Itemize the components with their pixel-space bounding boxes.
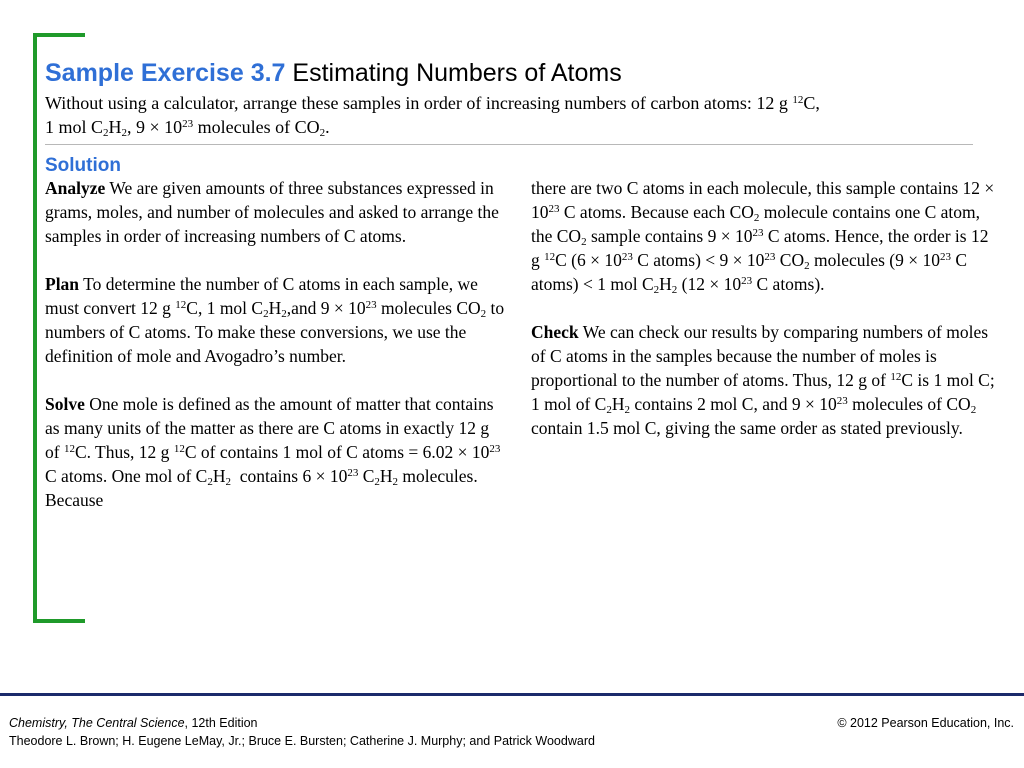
footer-authors: Theodore L. Brown; H. Eugene LeMay, Jr.; Bruce E. Bursten; Catherine J. Murphy; and Patrick Woodward (9, 734, 595, 748)
divider (45, 144, 973, 145)
solve-text: CO (775, 250, 805, 270)
subscript: 2 (653, 284, 660, 296)
plan-label: Plan (45, 274, 80, 294)
exercise-number: Sample Exercise 3.7 (45, 59, 286, 87)
subscript: 2 (121, 127, 128, 139)
footer-citation (9, 714, 595, 750)
superscript: 23 (182, 118, 194, 130)
solve-text: molecule contains one C atom, the CO (531, 202, 981, 246)
solve-text: C (358, 466, 375, 486)
solve-text: H (379, 466, 393, 486)
superscript: 12 (63, 443, 75, 455)
plan-text: H (268, 298, 282, 318)
subscript: 2 (480, 308, 487, 320)
plan-text: C, 1 mol C (186, 298, 264, 318)
solve-text: C of contains 1 mol of C atoms = 6.02 × 10 (184, 442, 490, 462)
subscript: 2 (581, 236, 587, 248)
superscript: 23 (365, 299, 377, 311)
superscript: 23 (489, 443, 501, 455)
superscript: 23 (741, 275, 753, 287)
question-text: , 9 × 10 (127, 117, 183, 137)
subscript: 2 (671, 284, 678, 296)
solve-text: sample contains 9 × 10 (586, 226, 753, 246)
subscript: 2 (804, 260, 810, 272)
subscript: 2 (281, 308, 287, 320)
superscript: 23 (764, 251, 776, 263)
subscript: 2 (624, 404, 630, 416)
subscript: 2 (606, 404, 612, 416)
plan-text: ,and 9 × 10 (286, 298, 366, 318)
solve-continued-paragraph (531, 176, 996, 296)
solve-text: C (6 × 10 (555, 250, 622, 270)
superscript: 23 (836, 395, 848, 407)
solve-text: C atoms. Hence, the order is 12 g (531, 226, 989, 270)
question-text: . (325, 117, 330, 137)
superscript: 23 (548, 203, 560, 215)
check-label: Check (531, 322, 579, 342)
subscript: 2 (319, 127, 326, 139)
superscript: 23 (940, 251, 952, 263)
subscript: 2 (753, 212, 760, 224)
check-text: contains 2 mol C, and 9 × 10 (630, 394, 837, 414)
solve-text: there are two C atoms in each molecule, this sample contains 12 × 10 (531, 178, 995, 222)
solve-paragraph (45, 392, 505, 512)
plan-text: molecules CO (376, 298, 481, 318)
solve-text: C atoms. One mol of C (45, 466, 208, 486)
book-title: Chemistry, The Central Science (9, 716, 185, 730)
solve-text: contains 6 × 10 (231, 466, 348, 486)
analyze-text: We are given amounts of three substances expressed in grams, moles, and number of molecules and asked to arrange the samples in order of increasing numbers of C atoms. (45, 178, 499, 246)
solve-text: H (659, 274, 672, 294)
superscript: 12 (544, 251, 556, 263)
subscript: 2 (207, 476, 213, 488)
solution-heading: Solution (45, 155, 121, 176)
plan-paragraph (45, 272, 505, 368)
analyze-label: Analyze (45, 178, 106, 198)
footer-book-line (9, 714, 595, 732)
check-text: H (611, 394, 625, 414)
superscript: 12 (792, 94, 804, 106)
subscript: 2 (392, 476, 399, 488)
solve-text: molecules (9 × 10 (809, 250, 941, 270)
exercise-question (45, 91, 945, 139)
superscript: 12 (173, 443, 185, 455)
analyze-paragraph (45, 176, 505, 248)
solve-text: C. Thus, 12 g (74, 442, 174, 462)
book-edition: , 12th Edition (184, 716, 258, 730)
superscript: 23 (347, 467, 359, 479)
footer-copyright: © 2012 Pearson Education, Inc. (837, 716, 1014, 730)
check-text: C is 1 mol C; 1 mol of C (531, 370, 995, 414)
question-text: molecules of CO (193, 117, 320, 137)
question-text: 1 mol C (45, 117, 104, 137)
subscript: 2 (263, 308, 269, 320)
subscript: 2 (103, 127, 109, 139)
solve-text: H (212, 466, 226, 486)
solve-text: One mole is defined as the amount of matter that contains as many units of the matter as there are C atoms in exactly 12 g of (45, 394, 494, 462)
solve-text: molecules. Because (45, 466, 478, 510)
solve-text: C atoms). (752, 274, 825, 294)
exercise-name: Estimating Numbers of Atoms (292, 59, 622, 87)
page-title (45, 57, 622, 89)
question-text: C, (803, 93, 820, 113)
check-text: contain 1.5 mol C, giving the same order as stated previously. (531, 418, 963, 438)
footer-divider (0, 693, 1024, 696)
superscript: 12 (175, 299, 187, 311)
subscript: 2 (225, 476, 231, 488)
superscript: 23 (752, 227, 764, 239)
solve-label: Solve (45, 394, 85, 414)
question-text: Without using a calculator, arrange these samples in order of increasing numbers of carbon atoms: 12 g (45, 93, 793, 113)
solve-text: C atoms) < 9 × 10 (632, 250, 765, 270)
subscript: 2 (970, 404, 977, 416)
solve-text: C atoms. Because each CO (559, 202, 754, 222)
check-text: We can check our results by comparing numbers of moles of C atoms in the samples because the number of moles is proportional to the number of atoms. Thus, 12 g of (531, 322, 989, 390)
solve-text: C atoms) < 1 mol C (531, 250, 968, 294)
superscript: 12 (890, 371, 902, 383)
plan-text: To determine the number of C atoms in each sample, we must convert 12 g (45, 274, 478, 318)
plan-text: to numbers of C atoms. To make these conversions, we use the definition of mole and Avogadro’s number. (45, 298, 505, 366)
question-text: H (108, 117, 122, 137)
check-text: molecules of CO (847, 394, 971, 414)
solve-text: (12 × 10 (677, 274, 742, 294)
right-column (531, 176, 996, 464)
subscript: 2 (374, 476, 380, 488)
check-paragraph (531, 320, 996, 440)
left-column (45, 176, 505, 536)
superscript: 23 (621, 251, 633, 263)
